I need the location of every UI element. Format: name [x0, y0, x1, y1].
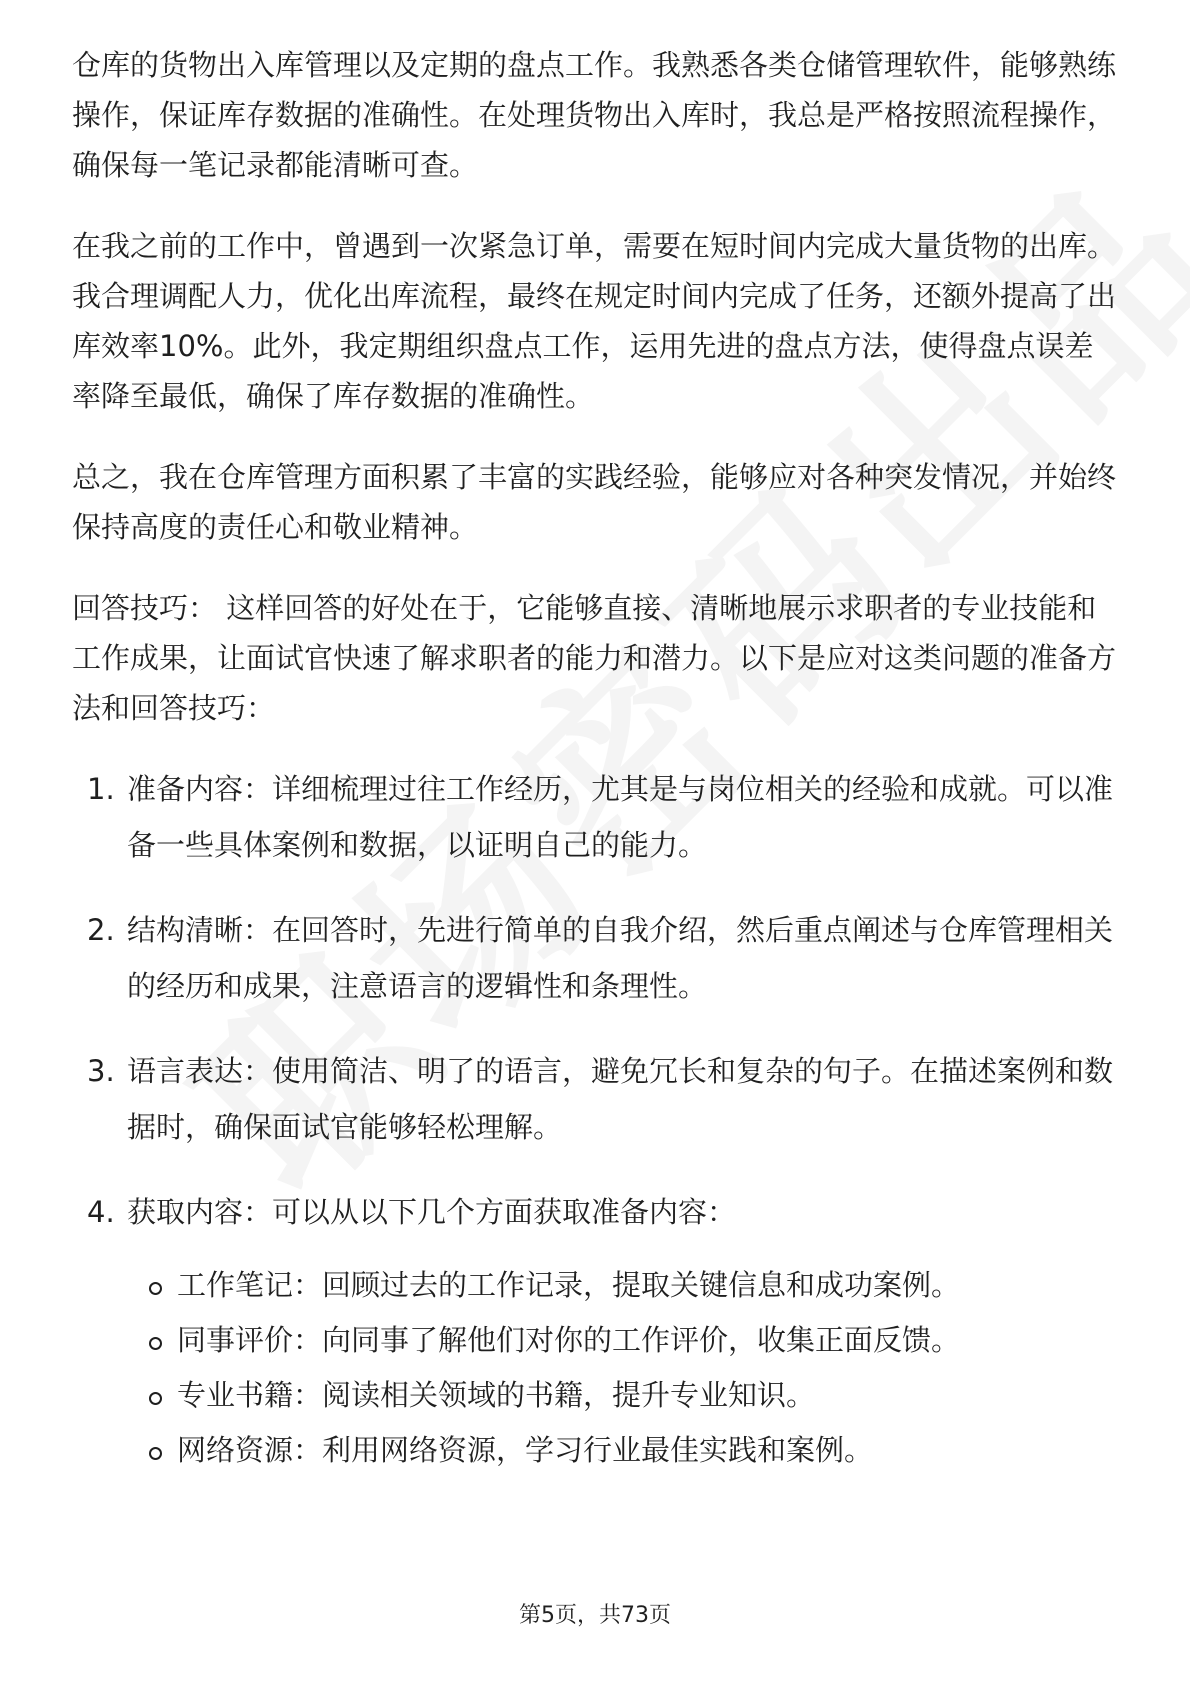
page-footer: 第5页，共73页 — [519, 1603, 671, 1628]
list-item — [72, 902, 1122, 1014]
list-item — [72, 761, 1122, 873]
list-item-text: 获取内容：可以从以下几个方面获取准备内容： — [127, 1195, 737, 1229]
sub-list-item — [127, 1313, 1122, 1368]
list-item-text: 准备内容：详细梳理过往工作经历，尤其是与岗位相关的经验和成就。可以准备一些具体案例和数据，以证明自己的能力。 — [127, 772, 1114, 862]
list-item-text: 语言表达：使用简洁、明了的语言，避免冗长和复杂的句子。在描述案例和数据时，确保面试官能够轻松理解。 — [127, 1054, 1114, 1144]
page-content — [72, 40, 1122, 1507]
bullet-circle-icon — [149, 1282, 162, 1295]
paragraph-answer-tips: 回答技巧： 这样回答的好处在于，它能够直接、清晰地展示求职者的专业技能和工作成果，让面试官快速了解求职者的能力和潜力。以下是应对这类问题的准备方法和回答技巧： — [72, 591, 1117, 725]
list-number: 4. — [87, 1195, 115, 1229]
sub-list-item — [127, 1258, 1122, 1313]
sub-list-item-text: 工作笔记：回顾过去的工作记录，提取关键信息和成功案例。 — [177, 1268, 961, 1302]
sub-list — [127, 1258, 1122, 1478]
list-number: 3. — [87, 1054, 115, 1088]
bullet-circle-icon — [149, 1447, 162, 1460]
sub-list-item-text: 专业书籍：阅读相关领域的书籍，提升专业知识。 — [177, 1378, 816, 1412]
list-number: 2. — [87, 913, 115, 947]
bullet-circle-icon — [149, 1392, 162, 1405]
paragraph-2: 在我之前的工作中，曾遇到一次紧急订单，需要在短时间内完成大量货物的出库。我合理调配人力，优化出库流程，最终在规定时间内完成了任务，还额外提高了出库效率10%。此外，我定期组织盘点工作，运用先进的盘点方法，使得盘点误差率降至最低，确保了库存数据的准确性。 — [72, 229, 1117, 413]
sub-list-item — [127, 1423, 1122, 1478]
numbered-list — [72, 761, 1122, 1478]
list-item-text: 结构清晰：在回答时，先进行简单的自我介绍，然后重点阐述与仓库管理相关的经历和成果，注意语言的逻辑性和条理性。 — [127, 913, 1114, 1003]
list-item — [72, 1184, 1122, 1478]
list-item — [72, 1043, 1122, 1155]
sub-list-item — [127, 1368, 1122, 1423]
list-number: 1. — [87, 772, 115, 806]
paragraph-3: 总之，我在仓库管理方面积累了丰富的实践经验，能够应对各种突发情况，并始终保持高度的责任心和敬业精神。 — [72, 460, 1117, 544]
sub-list-item-text: 网络资源：利用网络资源，学习行业最佳实践和案例。 — [177, 1433, 874, 1467]
sub-list-item-text: 同事评价：向同事了解他们对你的工作评价，收集正面反馈。 — [177, 1323, 961, 1357]
bullet-circle-icon — [149, 1337, 162, 1350]
paragraph-1: 仓库的货物出入库管理以及定期的盘点工作。我熟悉各类仓储管理软件，能够熟练操作，保证库存数据的准确性。在处理货物出入库时，我总是严格按照流程操作，确保每一笔记录都能清晰可查。 — [72, 48, 1117, 182]
